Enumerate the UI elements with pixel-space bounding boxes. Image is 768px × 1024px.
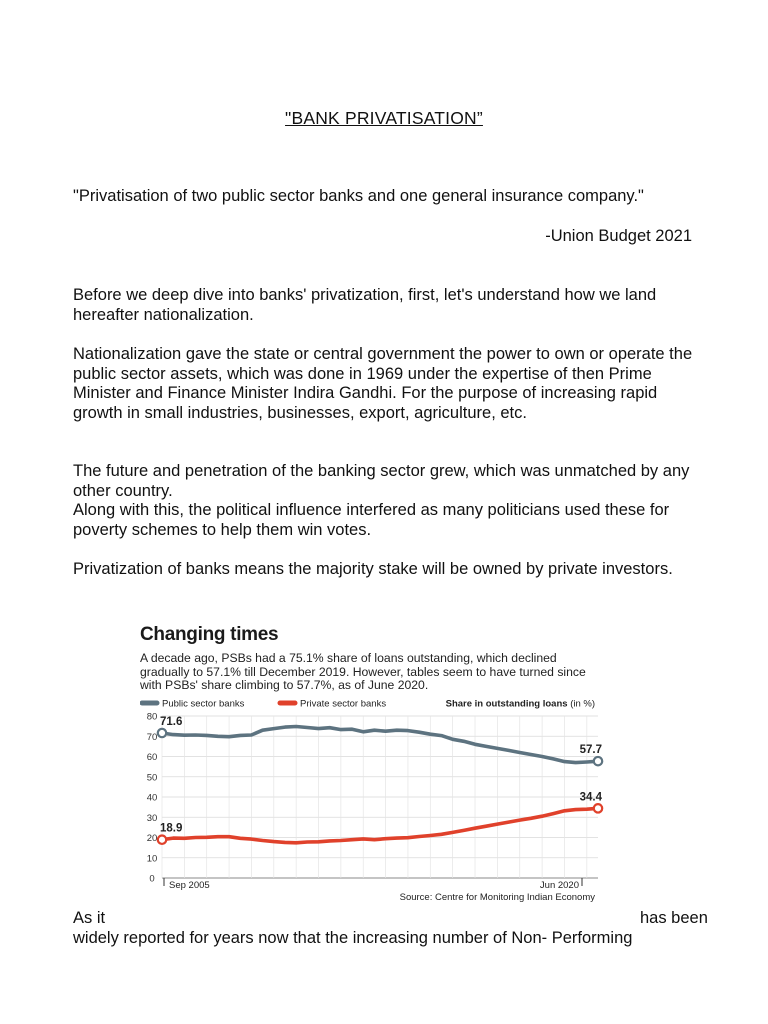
paragraph-banking-growth: The future and penetration of the banking sector grew, which was unmatched by any other country. — [73, 462, 690, 500]
series-1-start-label: 18.9 — [160, 822, 183, 835]
series-line-0 — [162, 727, 598, 763]
series-1-start-marker — [158, 836, 166, 844]
series-0-end-label: 57.7 — [579, 744, 602, 757]
paragraph-political-influence: Along with this, the political influence interfered as many politicians used these for poverty schemes to help them win votes. — [73, 501, 670, 539]
bottom-text-left: As it — [73, 909, 106, 927]
y-axis-label: Share in outstanding loans (in %) — [445, 698, 595, 710]
y-tick-30: 30 — [146, 812, 158, 824]
y-tick-50: 50 — [146, 772, 158, 784]
paragraph-nationalization: Nationalization gave the state or central government the power to own or operate the public sector assets, which was done in 1969 under the expertise of then Prime Minister and Finance Minister Indira Gandhi. For the purpose of increasing rapid growth in small industries, businesses, export, agriculture, etc. — [73, 345, 693, 422]
x-label-start: Sep 2005 — [169, 880, 210, 891]
x-label-end: Jun 2020 — [539, 880, 579, 891]
chart-plot — [140, 694, 605, 929]
quote-attribution: -Union Budget 2021 — [545, 227, 692, 245]
bottom-text-line2: widely reported for years now that the increasing number of Non- Performing — [73, 929, 633, 947]
legend-label-1: Private sector banks — [300, 698, 387, 710]
series-0-end-marker — [594, 757, 602, 765]
y-tick-40: 40 — [146, 792, 158, 804]
paragraph-privatization-meaning: Privatization of banks means the majority stake will be owned by private investors. — [73, 560, 673, 578]
paragraph-intro: Before we deep dive into banks' privatization, first, let's understand how we land hereafter nationalization. — [73, 286, 657, 324]
y-tick-0: 0 — [149, 873, 155, 885]
legend-label-0: Public sector banks — [162, 698, 245, 710]
series-0-start-marker — [158, 729, 166, 737]
chart-source: Source: Centre for Monitoring Indian Economy — [399, 892, 595, 903]
series-0-start-label: 71.6 — [160, 716, 183, 729]
series-1-end-label: 34.4 — [579, 791, 602, 804]
y-tick-70: 70 — [146, 731, 158, 743]
budget-quote: "Privatisation of two public sector banks and one general insurance company." — [73, 187, 644, 205]
series-1-end-marker — [594, 804, 602, 812]
y-tick-10: 10 — [146, 853, 158, 865]
chart-title: Changing times — [140, 624, 279, 645]
changing-times-chart — [140, 624, 605, 903]
chart-subtitle: A decade ago, PSBs had a 75.1% share of loans outstanding, which declined gradually to 57.1% till December 2019. However, tables seem to have turned since with PSBs' share climbing to 57.7%, as of June 2020. — [140, 651, 586, 693]
y-tick-80: 80 — [146, 711, 158, 723]
y-tick-60: 60 — [146, 752, 158, 763]
document-title: "BANK PRIVATISATION” — [285, 108, 483, 128]
y-tick-20: 20 — [146, 833, 158, 844]
bottom-text-right: has been — [640, 909, 708, 927]
